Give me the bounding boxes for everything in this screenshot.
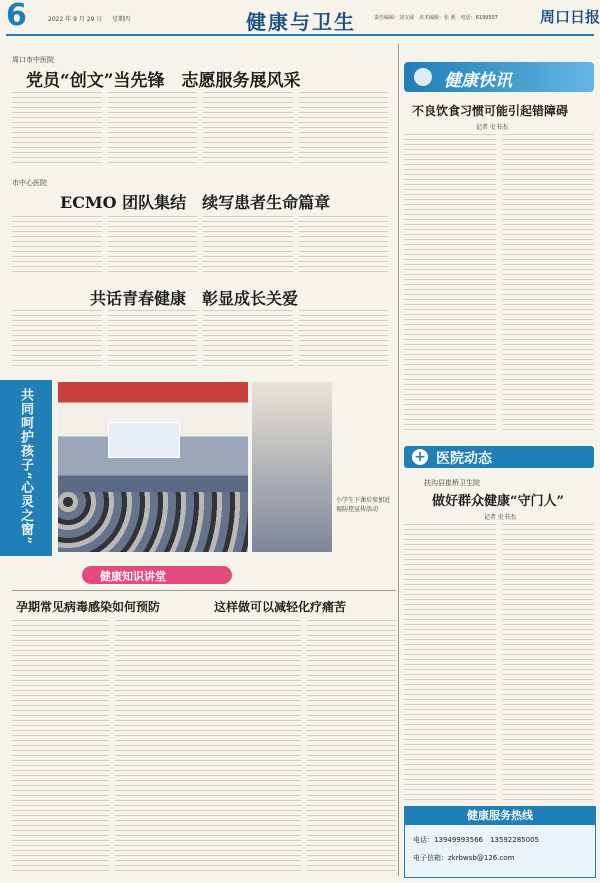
service-email: 电子信箱：zkrbwsb@126.com <box>413 854 515 862</box>
byline-dongtai: 记者 史书杰 <box>484 514 516 521</box>
campaign-photo <box>58 382 248 552</box>
headline-diet-habits: 不良饮食习惯可能引起错障碍 <box>412 104 569 118</box>
article-body-diet <box>404 134 594 434</box>
jiangtang-rule <box>12 590 396 591</box>
leaf-icon <box>414 68 432 86</box>
kuaixun-banner-text: 健康快讯 <box>444 71 512 91</box>
paper-name: 周口日报 <box>540 8 600 26</box>
page-number: 6 <box>6 0 27 33</box>
article-body-ecmo <box>12 216 388 272</box>
column-divider <box>398 44 399 876</box>
byline-kuaixun: 记者 史书杰 <box>476 124 508 131</box>
campaign-caption-text: 小学生下课后参加近视防控宣传活动 <box>336 497 391 513</box>
dongtai-banner-text: 医院动态 <box>436 451 492 467</box>
dept-tcm-hospital: 周口市中医院 <box>12 56 54 64</box>
headline-youth-health: 共话青春健康 彰显成长关爱 <box>90 289 299 308</box>
article-body-volunteers <box>12 92 388 164</box>
headline-chemo: 这样做可以减轻化疗痛苦 <box>214 600 347 614</box>
masthead-rule <box>6 34 594 36</box>
headline-ecmo-team: ECMO 团队集结 续写患者生命篇章 <box>60 193 331 212</box>
jiangtang-banner-text: 健康知识讲堂 <box>100 570 166 583</box>
headline-party-volunteers: 党员“创文”当先锋 志愿服务展风采 <box>26 71 301 91</box>
article-body-youth <box>12 310 388 370</box>
headline-pregnancy-virus: 孕期常见病毒感染如何预防 <box>16 600 161 614</box>
article-body-gatekeeper <box>404 524 594 800</box>
issue-date: 2022 年 9 月 29 日 <box>48 16 103 23</box>
dongtai-banner <box>404 446 594 468</box>
photo-crowd <box>58 492 248 552</box>
campaign-photo-2 <box>252 382 332 552</box>
issue-weekday: 星期四 <box>112 16 131 23</box>
article-body-pregnancy <box>12 620 212 872</box>
photo-screen <box>108 422 180 458</box>
masthead <box>0 0 600 40</box>
article-body-chemo <box>212 620 396 872</box>
campaign-caption <box>336 496 392 552</box>
section-title: 健康与卫生 <box>246 10 356 34</box>
plus-icon: + <box>412 449 428 465</box>
dept-central-hospital: 市中心医院 <box>12 179 47 187</box>
campaign-vertical-title: 共同呵护孩子“心灵之窗” <box>18 388 33 545</box>
jiangtang-banner <box>82 566 232 584</box>
headline-gatekeeper: 做好群众健康“守门人” <box>432 494 564 509</box>
campaign-strip <box>0 380 52 556</box>
kuaixun-banner <box>404 62 594 92</box>
service-title: 健康服务热线 <box>405 807 595 825</box>
dept-cuiqiao: 扶沟县崔桥卫生院 <box>424 479 480 487</box>
service-box <box>404 806 596 878</box>
service-phone: 电话：13949993566 13592285005 <box>413 836 539 844</box>
editor-info: 责任编辑：刘文威 美术编辑：张 莉 电话：6199507 <box>374 15 498 21</box>
